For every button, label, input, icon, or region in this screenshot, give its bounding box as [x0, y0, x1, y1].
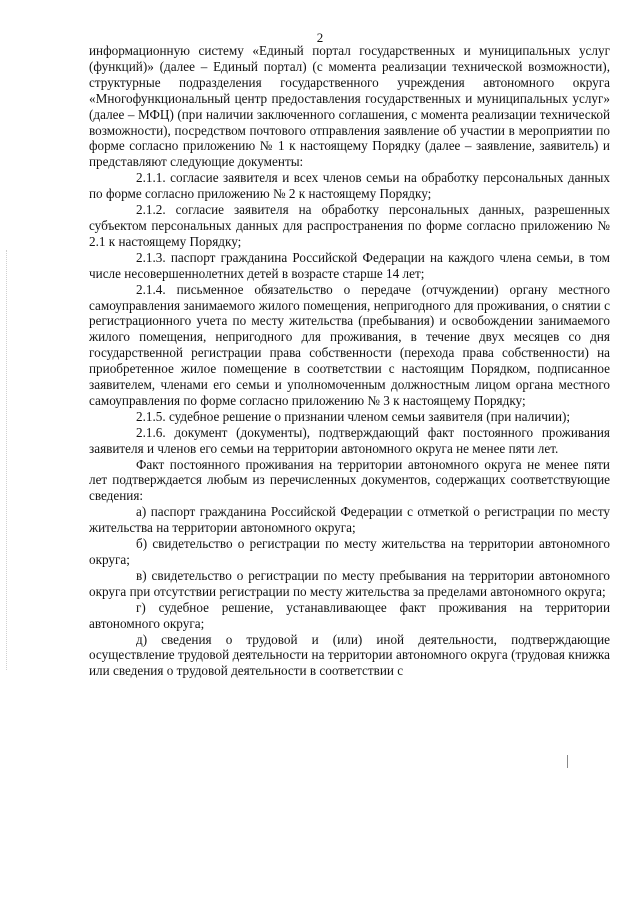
document-body [89, 43, 610, 679]
paragraph-residence-fact: Факт постоянного проживания на территории автономного округа не менее пяти лет подтверждается любым из перечисленных документов, содержащих соответствующие сведения: [89, 456, 610, 504]
paragraph-2-1-6: 2.1.6. документ (документы), подтверждающий факт постоянного проживания заявителя и членов его семьи на территории автономного округа не менее пяти лет. [89, 424, 610, 456]
list-item-a: а) паспорт гражданина Российской Федерации с отметкой о регистрации по месту жительства на территории автономного округа; [89, 504, 610, 536]
list-item-g: г) судебное решение, устанавливающее факт проживания на территории автономного округа; [89, 599, 610, 631]
margin-mark [567, 755, 568, 768]
paragraph-2-1-5: 2.1.5. судебное решение о признании членом семьи заявителя (при наличии); [136, 408, 571, 424]
list-item-v: в) свидетельство о регистрации по месту пребывания на территории автономного округа при отсутствии регистрации по месту жительства за пределами автономного округа; [89, 567, 610, 599]
paragraph-intro: информационную систему «Единый портал государственных и муниципальных услуг (функций)» (далее – Единый портал) (с момента реализации технической возможности), структурные подразделения государственного учреждения автономного округа «Многофункциональный центр предоставления государственных и муниципальных услуг» (далее – МФЦ) (при наличии заключенного соглашения, с момента реализации технической возможности), посредством почтового отправления заявление об участии в мероприятии по форме согласно приложению № 1 к настоящему Порядку (далее – заявление, заявитель) и представляют следующие документы: [89, 43, 610, 170]
paragraph-2-1-4: 2.1.4. письменное обязательство о передаче (отчуждении) органу местного самоуправления занимаемого жилого помещения, непригодного для проживания, о снятии с регистрационного учета по месту жительства (пребывания) и освобождении занимаемого жилого помещения, непригодного для проживания, в течение двух месяцев со дня государственной регистрации права собственности (перехода права собственности) на приобретенное жилое помещение в соответствии с настоящим Порядком, подписанное заявителем, членами его семьи и уполномоченным должностным лицом органа местного самоуправления по форме согласно приложению № 3 к настоящему Порядку; [89, 281, 610, 408]
paragraph-2-1-1: 2.1.1. согласие заявителя и всех членов семьи на обработку персональных данных по форме согласно приложению № 2 к настоящему Порядку; [89, 170, 610, 202]
binding-edge [6, 250, 8, 670]
paragraph-2-1-3: 2.1.3. паспорт гражданина Российской Федерации на каждого члена семьи, в том числе несовершеннолетних детей в возрасте старше 14 лет; [89, 249, 610, 281]
list-item-b: б) свидетельство о регистрации по месту жительства на территории автономного округа; [89, 536, 610, 567]
page-number: 2 [316, 30, 324, 45]
list-item-d: д) сведения о трудовой и (или) иной деятельности, подтверждающие осуществление трудовой деятельности на территории автономного округа (трудовая книжка или сведения о трудовой деятельности в соответствии с [89, 631, 610, 679]
paragraph-2-1-2: 2.1.2. согласие заявителя на обработку персональных данных, разрешенных субъектом персональных данных для распространения по форме согласно приложению № 2.1 к настоящему Порядку; [89, 202, 610, 249]
